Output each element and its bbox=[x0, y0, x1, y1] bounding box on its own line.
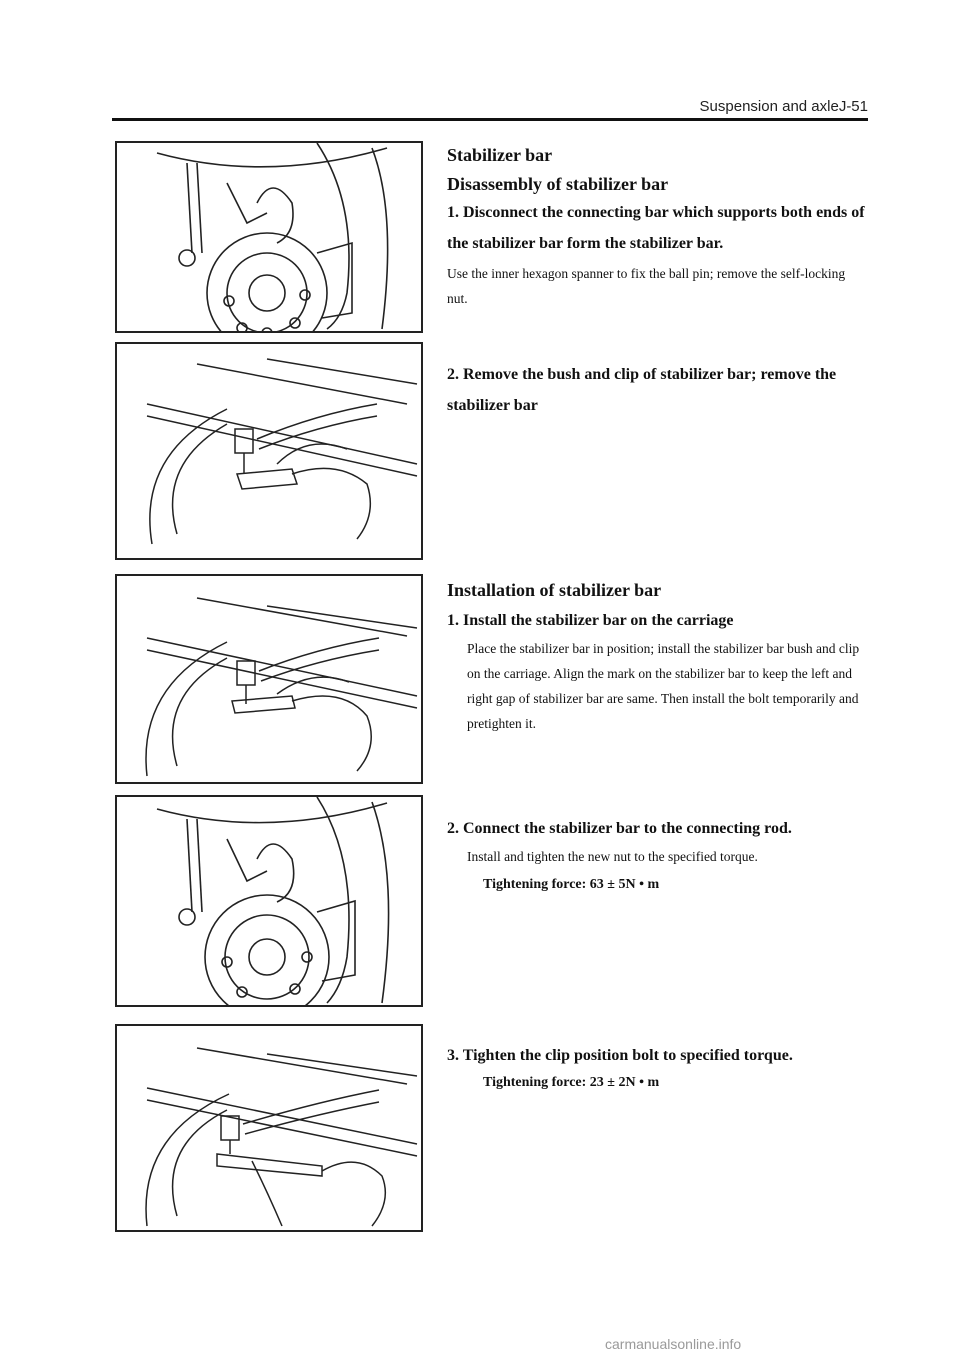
figure-stabilizer-bar-removal bbox=[115, 342, 423, 560]
installation-step2-torque-spec: Tightening force: 63 ± 5N • m bbox=[483, 877, 660, 892]
footer-watermark: carmanualsonline.info bbox=[605, 1336, 742, 1352]
figure-stabilizer-bar-install bbox=[115, 574, 423, 784]
installation-step1-body: Place the stabilizer bar in position; install the stabilizer bar bush and clip on the carriage. Align the mark on the stabilizer bar to keep the left and right gap of stabilizer bar are same. Then install the bolt temporarily and pretighten it. bbox=[467, 641, 860, 731]
disassembly-step2-block bbox=[447, 359, 867, 421]
section-title-disassembly: Disassembly of stabilizer bar bbox=[447, 174, 669, 194]
disassembly-step2-heading: 2. Remove the bush and clip of stabilizer bar; remove the stabilizer bar bbox=[447, 366, 837, 414]
disassembly-step1-heading: 1. Disconnect the connecting bar which supports both ends of the stabilizer bar form the stabilizer bar. bbox=[447, 204, 865, 252]
installation-step2-body: Install and tighten the new nut to the specified torque. bbox=[467, 849, 758, 864]
figure-wheel-hub-2 bbox=[115, 795, 423, 1007]
figure-wheel-hub-1 bbox=[115, 141, 423, 333]
installation-step3-torque-spec: Tightening force: 23 ± 2N • m bbox=[483, 1075, 660, 1090]
installation-step3-heading: 3. Tighten the clip position bolt to specified torque. bbox=[447, 1047, 793, 1064]
installation-step3-block bbox=[447, 1040, 867, 1105]
section-title-installation: Installation of stabilizer bar bbox=[447, 580, 662, 600]
installation-step2-heading: 2. Connect the stabilizer bar to the connecting rod. bbox=[447, 820, 792, 837]
figure-clip-bolt-tightening bbox=[115, 1024, 423, 1232]
installation-step1-heading: 1. Install the stabilizer bar on the carriage bbox=[447, 612, 734, 629]
header-rule bbox=[112, 118, 868, 121]
disassembly-step1-block bbox=[447, 145, 867, 311]
page-header-title: Suspension and axleJ-51 bbox=[699, 98, 868, 115]
installation-step1-block bbox=[447, 580, 867, 736]
installation-step2-block bbox=[447, 813, 867, 907]
section-title-stabilizer-bar: Stabilizer bar bbox=[447, 145, 553, 165]
disassembly-step1-body: Use the inner hexagon spanner to fix the ball pin; remove the self-locking nut. bbox=[447, 266, 846, 306]
